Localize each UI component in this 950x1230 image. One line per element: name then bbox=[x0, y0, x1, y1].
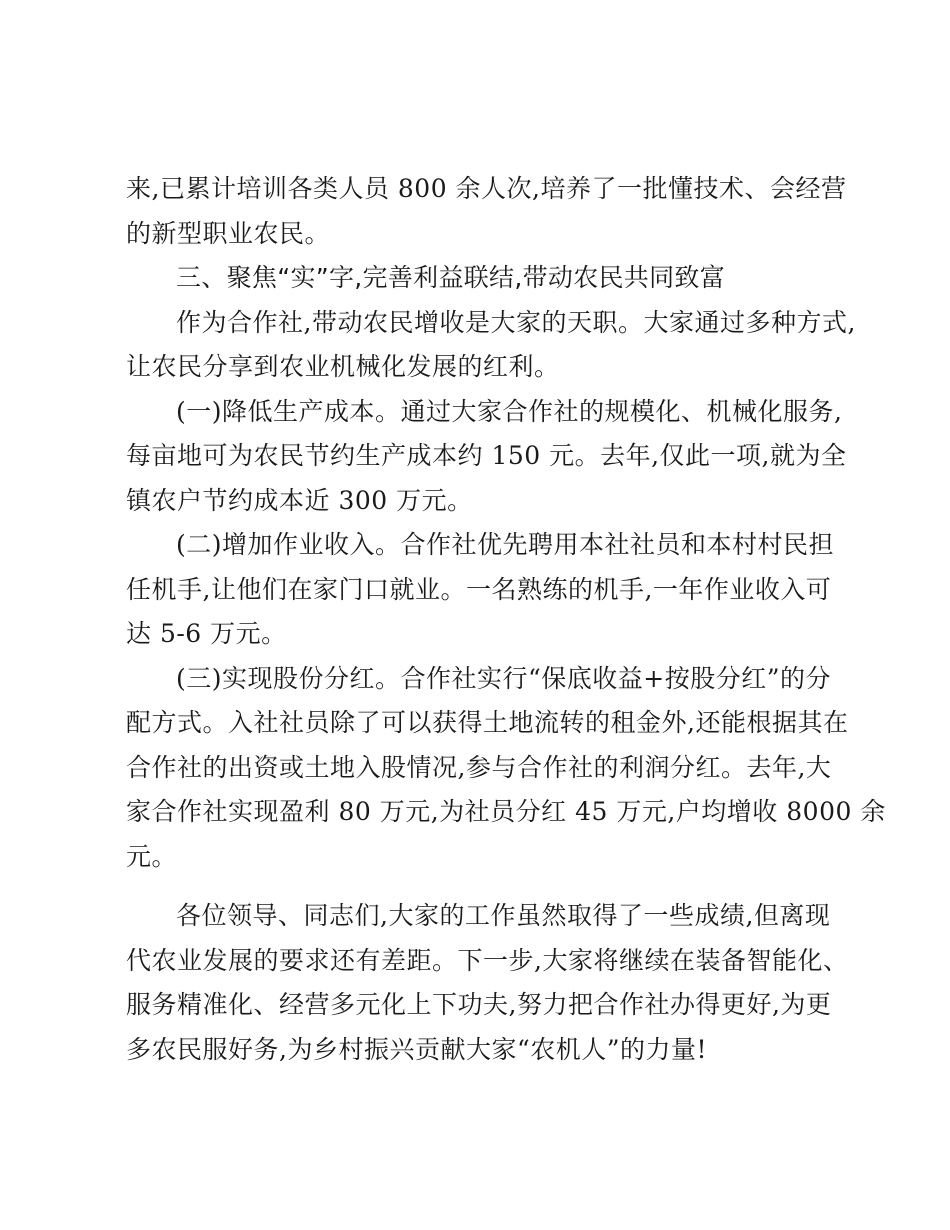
text-line: 来,已累计培训各类人员 800 余人次,培养了一批懂技术、会经营 bbox=[126, 174, 847, 203]
text-line: 让农民分享到农业机械化发展的红利。 bbox=[126, 352, 560, 381]
text-line: 元。 bbox=[126, 841, 178, 871]
text-line: 配方式。入社社员除了可以获得土地流转的租金外,还能根据其在 bbox=[126, 708, 849, 737]
text-line: (一)降低生产成本。通过大家合作社的规模化、机械化服务, bbox=[176, 396, 843, 426]
paragraph-gap bbox=[126, 879, 832, 894]
text-line: 作为合作社,带动农民增收是大家的天职。大家通过多种方式, bbox=[176, 307, 856, 337]
text-line: 任机手,让他们在家门口就业。一名熟练的机手,一年作业收入可 bbox=[126, 574, 832, 604]
text-line: 镇农户节约成本近 300 万元。 bbox=[126, 485, 473, 515]
text-line: 每亩地可为农民节约生产成本约 150 元。去年,仅此一项,就为全 bbox=[126, 441, 847, 470]
text-line: 的新型职业农民。 bbox=[126, 218, 331, 248]
text-line: 各位领导、同志们,大家的工作虽然取得了一些成绩,但离现 bbox=[176, 901, 831, 930]
text-line: 服务精准化、经营多元化上下功夫,努力把合作社办得更好,为更 bbox=[126, 990, 832, 1019]
text-line: 代农业发展的要求还有差距。下一步,大家将继续在装备智能化、 bbox=[126, 945, 849, 975]
text-line: 合作社的出资或土地入股情况,参与合作社的利润分红。去年,大 bbox=[126, 752, 832, 782]
text-line: 家合作社实现盈利 80 万元,为社员分红 45 万元,户均增收 8000 余 bbox=[126, 797, 886, 826]
section-heading: 三、聚焦“实”字,完善利益联结,带动农民共同致富 bbox=[176, 263, 725, 292]
text-line: (二)增加作业收入。合作社优先聘用本社社员和本村村民担 bbox=[176, 530, 835, 559]
text-line: 达 5-6 万元。 bbox=[126, 619, 287, 648]
text-line: (三)实现股份分红。合作社实行“保底收益+按股分红”的分 bbox=[176, 663, 832, 693]
document-body bbox=[126, 167, 886, 1072]
text-line: 多农民服好务,为乡村振兴贡献大家“农机人”的力量! bbox=[126, 1034, 708, 1064]
